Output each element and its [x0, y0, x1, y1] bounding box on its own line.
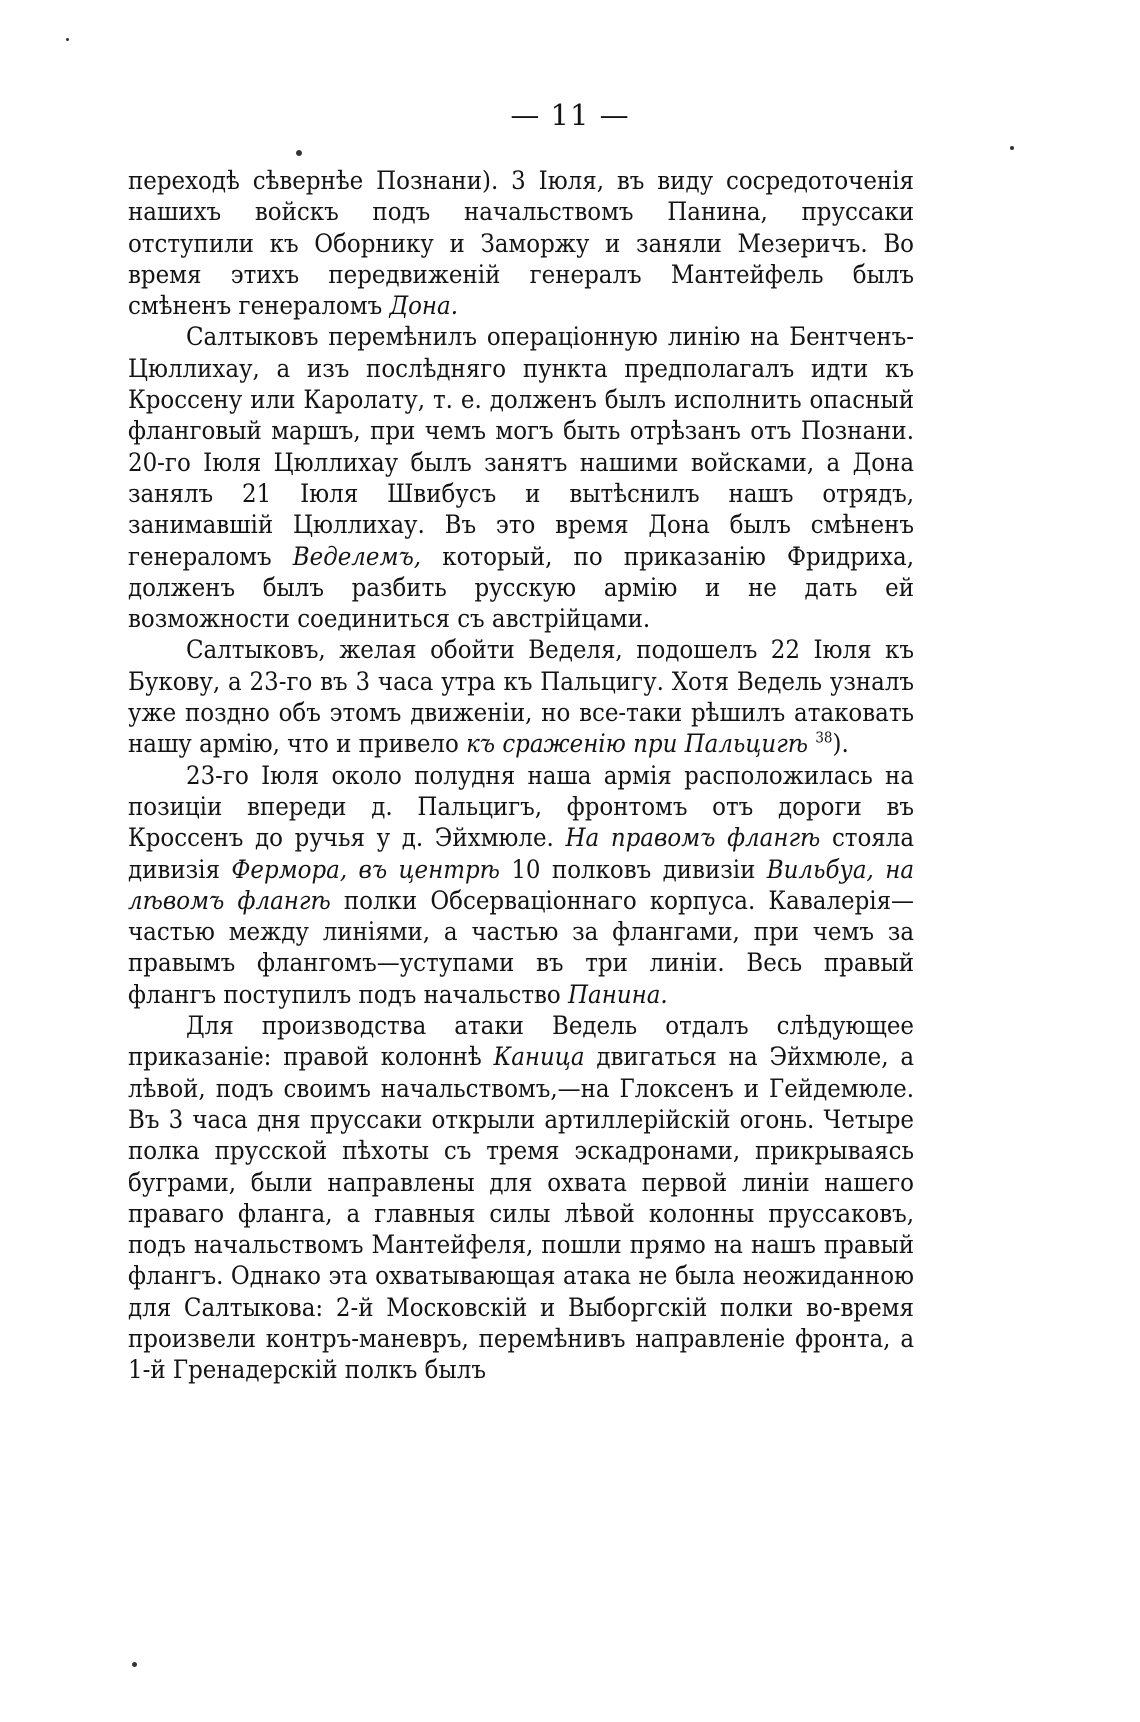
text-run: Для производства атаки Ведель отдалъ слѣдующее приказаніе: правой колоннѣ — [128, 1011, 914, 1073]
text-run: Салтыковъ, желая обойти Веделя, подошелъ 22 Іюля къ Букову, а 23-го въ 3 часа утра къ Пальцигу. Хотя Ведель узналъ уже поздно объ этомъ движеніи, но все-таки рѣшилъ атаковать нашу армію, что и привело — [128, 635, 914, 760]
text-run: который, по приказанію Фридриха, долженъ былъ разбить русскую армію и не дать ей возможности соединиться съ австрійцами. — [128, 541, 914, 635]
text-run: стояла дивизія — [128, 823, 915, 885]
scan-speck — [66, 38, 69, 41]
text-run: двигаться на Эйхмюле, а лѣвой, подъ своимъ начальствомъ,—на Глоксенъ и Гейдемюле. Въ 3 часа дня пруссаки открыли артиллерійскій огонь. Четыре полка прусской пѣхоты съ тремя эскадронами, прикрываясь буграми, были направлены для охвата первой линіи нашего праваго фланга, а главныя силы лѣвой колонны пруссаковъ, подъ начальствомъ Мантейфеля, пошли прямо на нашъ правый флангъ. Однако эта охватывающая атака не была неожиданною для Салтыкова: 2-й Московскій и Выборгскій полки во-время произвели контръ-маневръ, перемѣнивъ направленіе фронта, а 1-й Гренадерскій полкъ былъ — [128, 1042, 914, 1386]
text-run: 10 полковъ дивизіи — [499, 854, 767, 885]
footnote-ref: 38 — [815, 728, 833, 747]
emphasized-name: Панина. — [568, 979, 668, 1010]
page-number: — 11 — — [510, 98, 630, 132]
emphasized-name: Фермора, въ центрѣ — [231, 854, 500, 885]
emphasized-name: На правомъ флангѣ — [565, 823, 821, 854]
emphasized-name: Дона. — [389, 291, 458, 322]
text-run: полки Обсерваціоннаго корпуса. Кавалерія—частью между линіями, а частью за флангами, при чемъ за правымъ флангомъ—уступами въ три линіи. Весь правый флангъ поступилъ подъ начальство — [128, 885, 915, 1010]
scan-speck — [296, 150, 302, 156]
paragraph — [128, 322, 914, 635]
emphasized-name: къ сраженію при Пальцигѣ — [466, 729, 809, 760]
paragraph — [128, 1011, 914, 1387]
paragraph — [128, 166, 914, 322]
scan-speck — [1010, 146, 1014, 150]
emphasized-name: Каница — [493, 1042, 585, 1073]
emphasized-name: Вильбуа, на лѣвомъ флангѣ — [128, 854, 914, 916]
scan-speck — [132, 1662, 137, 1667]
text-run: переходѣ сѣвернѣе Познани). 3 Іюля, въ виду сосредоточенія нашихъ войскъ подъ начальствомъ Панина, пруссаки отступили къ Оборнику и Заморжу и заняли Мезеричъ. Во время этихъ передвиженій генералъ Мантейфель былъ смѣненъ генераломъ — [128, 166, 914, 322]
emphasized-name: Веделемъ, — [292, 541, 422, 572]
text-run: 23-го Іюля около полудня наша армія расположилась на позиціи впереди д. Пальцигъ, фронтомъ отъ дороги въ Кроссенъ до ручья у д. Эйхмюле. — [128, 760, 914, 854]
text-run: ). — [832, 729, 849, 760]
paragraph — [128, 635, 914, 760]
text-run: Салтыковъ перемѣнилъ операціонную линію на Бентченъ-Цюллихау, а изъ послѣдняго пункта предполагалъ идти къ Кроссену или Каролату, т. е. долженъ былъ исполнить опасный фланговый маршъ, при чемъ могъ быть отрѣзанъ отъ Познани. 20-го Іюля Цюллихау былъ занятъ нашими войсками, а Дона занялъ 21 Іюля Швибусъ и вытѣснилъ нашъ отрядъ, занимавшій Цюллихау. Въ это время Дона былъ смѣненъ генераломъ — [128, 322, 914, 572]
body-text — [128, 166, 914, 1387]
paragraph — [128, 761, 914, 1011]
